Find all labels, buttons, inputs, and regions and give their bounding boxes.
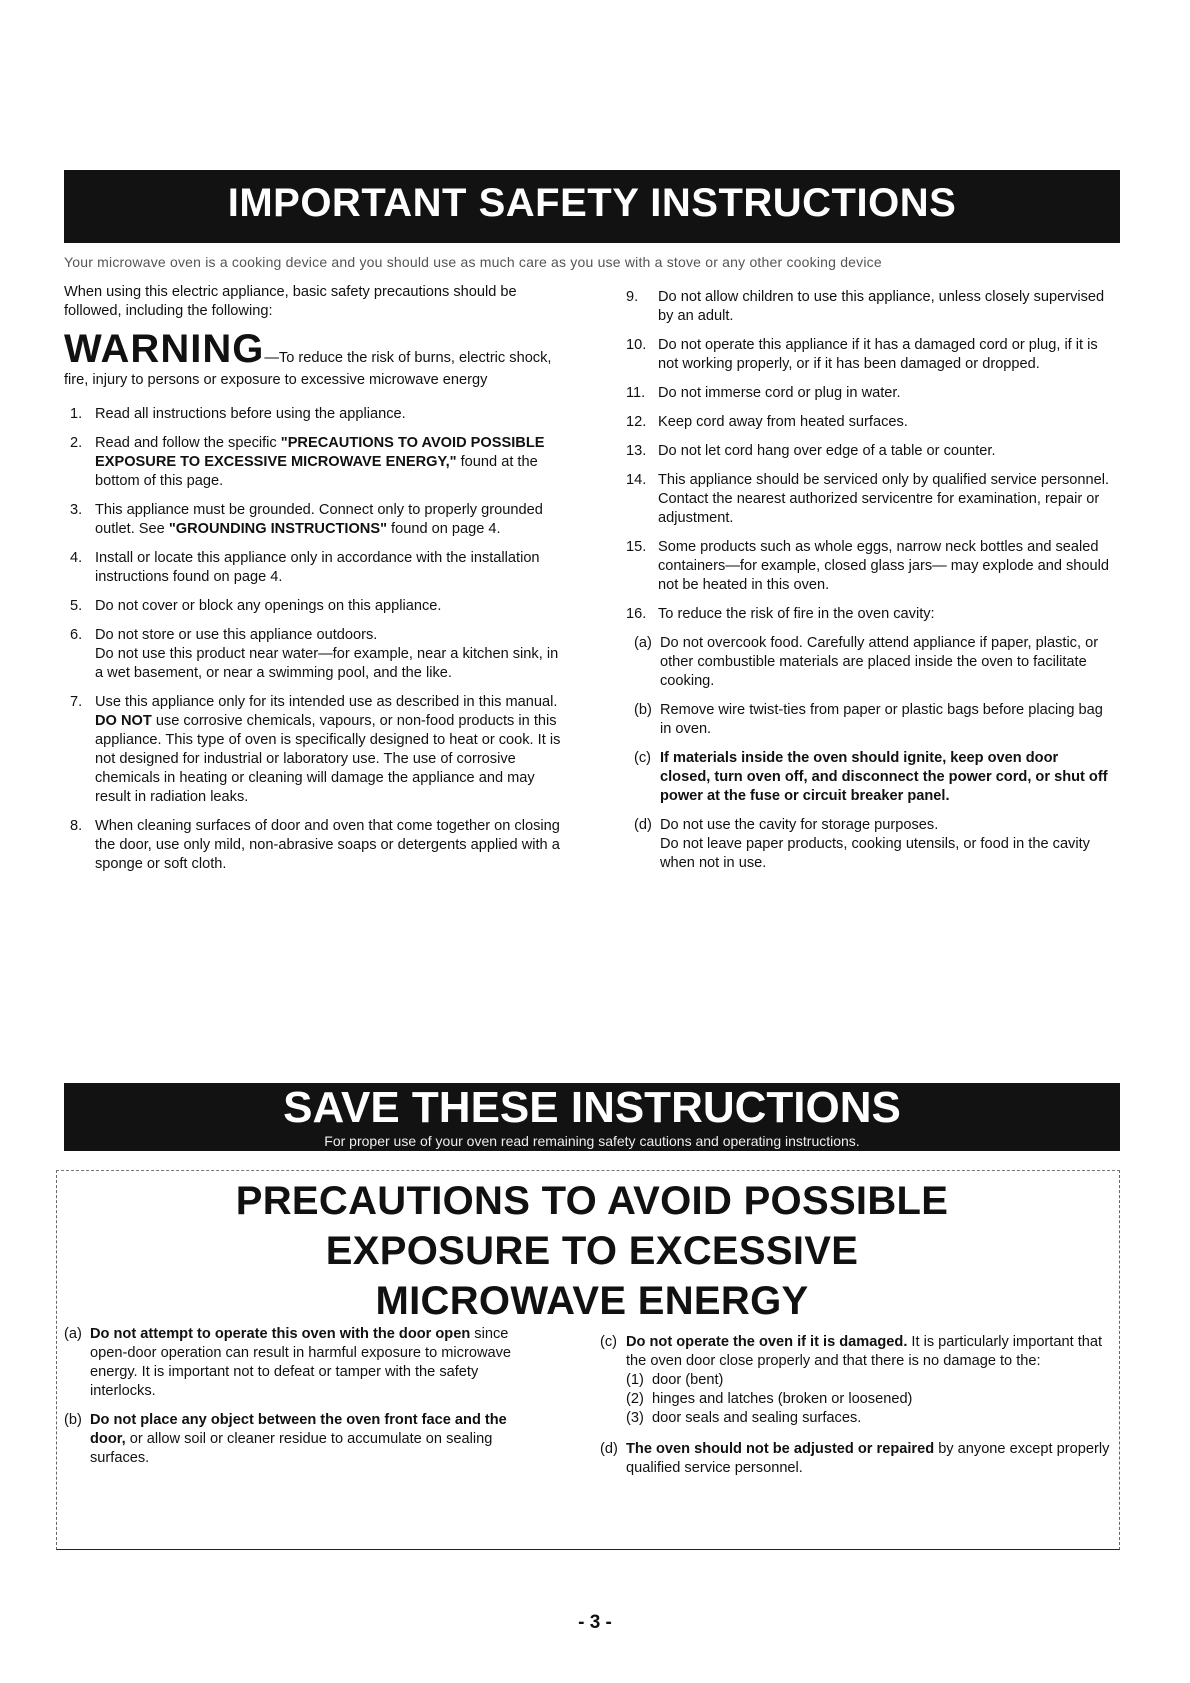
list-item xyxy=(626,538,1112,595)
item-bold-text: DO NOT xyxy=(95,713,152,729)
sublist-number: (3) xyxy=(626,1410,644,1426)
precaution-bold-text: Do not operate the oven if it is damaged. xyxy=(626,1334,908,1350)
item-number: 12. xyxy=(626,414,647,430)
sublist-number: (2) xyxy=(626,1391,644,1407)
sub-item-letter: (c) xyxy=(634,750,652,766)
item-number: 10. xyxy=(626,337,647,353)
list-item xyxy=(626,384,1112,403)
sublist-text: door seals and sealing surfaces. xyxy=(652,1410,862,1426)
item-bold-text: "PRECAUTIONS TO AVOID POSSIBLE EXPOSURE TO EXCESSIVE MICROWAVE ENERGY," xyxy=(95,435,545,470)
precaution-letter: (d) xyxy=(600,1441,618,1457)
sublist-number: (1) xyxy=(626,1372,644,1388)
save-instructions-banner xyxy=(64,1083,1120,1151)
item-number: 14. xyxy=(626,472,647,488)
list-item xyxy=(626,288,1112,326)
item-text: Do not let cord hang over edge of a table or counter. xyxy=(658,443,996,459)
list-item xyxy=(70,501,564,539)
list-item xyxy=(70,693,564,807)
item-number: 1. xyxy=(70,406,83,422)
item-number: 4. xyxy=(70,550,83,566)
item-bold-text: "GROUNDING INSTRUCTIONS" xyxy=(168,521,387,537)
precaution-text: by anyone except properly qualified service personnel. xyxy=(626,1441,1110,1476)
item-text: To reduce the risk of fire in the oven cavity: xyxy=(658,606,935,622)
item-text: Do not immerse cord or plug in water. xyxy=(658,385,901,401)
item-number: 16. xyxy=(626,606,647,622)
left-column xyxy=(64,283,564,884)
precautions-right-column xyxy=(600,1333,1120,1488)
item-number: 11. xyxy=(626,385,646,401)
item-number: 15. xyxy=(626,539,647,555)
precaution-sublist-item xyxy=(600,1409,1120,1428)
item-text: Use this appliance only for its intended use as described in this manual. xyxy=(95,694,558,710)
intro-text: Your microwave oven is a cooking device and you should use as much care as you use with a stove or any other cooking device xyxy=(64,254,882,270)
right-column xyxy=(612,288,1112,883)
warning-paragraph xyxy=(64,329,564,391)
item-text: When cleaning surfaces of door and oven that come together on closing the door, use only mild, non-abrasive soaps or detergents applied with a sponge or soft cloth. xyxy=(95,818,560,872)
precaution-bold-text: The oven should not be adjusted or repaired xyxy=(626,1441,935,1457)
page-number: - 3 - xyxy=(578,1612,612,1633)
list-item xyxy=(70,549,564,587)
sub-item-text: Do not overcook food. Carefully attend appliance if paper, plastic, or other combustible materials are placed inside the oven to facilitate cooking. xyxy=(660,635,1099,689)
warning-word: WARNING xyxy=(64,327,265,371)
precaution-item xyxy=(600,1333,1120,1371)
item-text: Install or locate this appliance only in accordance with the installation instructions found on page 4. xyxy=(95,550,540,585)
list-item xyxy=(626,413,1112,432)
precaution-item xyxy=(64,1411,534,1468)
precaution-text: or allow soil or cleaner residue to accumulate on sealing surfaces. xyxy=(90,1431,493,1466)
item-text: Read and follow the specific xyxy=(95,435,281,451)
safety-header-banner xyxy=(64,170,1120,243)
save-subtitle: For proper use of your oven read remaining safety cautions and operating instructions. xyxy=(324,1133,860,1149)
sub-item-letter: (b) xyxy=(634,702,652,718)
list-item xyxy=(70,434,564,491)
item-text: Some products such as whole eggs, narrow neck bottles and sealed containers—for example, closed glass jars— may explode and should not be heated in this oven. xyxy=(658,539,1110,593)
header-title: IMPORTANT SAFETY INSTRUCTIONS xyxy=(227,181,957,225)
precaution-item xyxy=(600,1440,1120,1478)
item-number: 2. xyxy=(70,435,83,451)
precaution-sublist-item xyxy=(600,1390,1120,1409)
item-text: This appliance must be grounded. Connect only to properly grounded outlet. See xyxy=(95,502,543,537)
sub-item xyxy=(634,634,1112,691)
save-title: SAVE THESE INSTRUCTIONS xyxy=(283,1083,901,1132)
lead-paragraph: When using this electric appliance, basic safety precautions should be followed, including the following: xyxy=(64,284,517,319)
precautions-title xyxy=(64,1176,1120,1326)
item-number: 6. xyxy=(70,627,83,643)
item-text: This appliance should be serviced only by qualified service personnel. Contact the nearest authorized servicentre for examination, repair or adjustment. xyxy=(658,472,1110,526)
sub-item-bold-text: If materials inside the oven should ignite, keep oven door closed, turn oven off, and disconnect the power cord, or shut off power at the fuse or circuit breaker panel. xyxy=(660,750,1108,804)
precaution-sublist-item xyxy=(600,1371,1120,1390)
precautions-title-line: MICROWAVE ENERGY xyxy=(375,1279,809,1323)
list-item xyxy=(70,405,564,424)
item-text: Keep cord away from heated surfaces. xyxy=(658,414,908,430)
sub-item xyxy=(634,816,1112,873)
item-number: 13. xyxy=(626,443,647,459)
item-text: Do not store or use this appliance outdoors. xyxy=(95,627,378,643)
precaution-letter: (b) xyxy=(64,1412,82,1428)
item-number: 7. xyxy=(70,694,83,710)
sub-item xyxy=(634,749,1112,806)
list-item xyxy=(70,817,564,874)
list-item xyxy=(626,336,1112,374)
sub-item-letter: (d) xyxy=(634,817,652,833)
item-text: found at the bottom of this page. xyxy=(95,454,538,489)
item-text: Do not cover or block any openings on this appliance. xyxy=(95,598,442,614)
list-item xyxy=(70,626,564,683)
precaution-bold-text: Do not attempt to operate this oven with the door open xyxy=(90,1326,471,1342)
list-item xyxy=(70,597,564,616)
item-text: Do not operate this appliance if it has a damaged cord or plug, if it is not working properly, or if it has been damaged or dropped. xyxy=(658,337,1098,372)
item-number: 8. xyxy=(70,818,83,834)
precaution-letter: (c) xyxy=(600,1334,618,1350)
item-number: 5. xyxy=(70,598,83,614)
sub-item xyxy=(634,701,1112,739)
item-number: 3. xyxy=(70,502,83,518)
item-text: Read all instructions before using the appliance. xyxy=(95,406,406,422)
sub-item-letter: (a) xyxy=(634,635,652,651)
precautions-left-column xyxy=(64,1325,534,1478)
sub-item-text-continued: Do not leave paper products, cooking utensils, or food in the cavity when not in use. xyxy=(660,836,1090,871)
item-number: 9. xyxy=(626,289,639,305)
precautions-title-line: PRECAUTIONS TO AVOID POSSIBLE xyxy=(235,1179,949,1223)
sublist-text: hinges and latches (broken or loosened) xyxy=(652,1391,913,1407)
item-text-continued: Do not use this product near water—for example, near a kitchen sink, in a wet basement, or near a swimming pool, and the like. xyxy=(95,646,559,681)
item-text: Do not allow children to use this appliance, unless closely supervised by an adult. xyxy=(658,289,1105,324)
precaution-letter: (a) xyxy=(64,1326,82,1342)
list-item xyxy=(626,471,1112,528)
list-item xyxy=(626,605,1112,624)
sub-item-text: Remove wire twist-ties from paper or plastic bags before placing bag in oven. xyxy=(660,702,1103,737)
precaution-text: since open-door operation can result in harmful exposure to microwave energy. It is important not to defeat or tamper with the safety interlocks. xyxy=(90,1326,512,1399)
list-item xyxy=(626,442,1112,461)
precautions-title-line: EXPOSURE TO EXCESSIVE xyxy=(325,1229,859,1273)
precaution-text: It is particularly important that the oven door close properly and that there is no damage to the: xyxy=(626,1334,1103,1369)
sub-item-text: Do not use the cavity for storage purposes. xyxy=(660,817,939,833)
item-text: found on page 4. xyxy=(387,521,501,537)
warning-text: —To reduce the risk of burns, electric shock, fire, injury to persons or exposure to excessive microwave energy xyxy=(64,350,552,388)
precaution-item xyxy=(64,1325,534,1401)
item-text: use corrosive chemicals, vapours, or non-food products in this appliance. This type of oven is specifically designed to heat or cook. It is not designed for industrial or laboratory use. The use of corrosive chemicals in heating or cleaning will damage the appliance and may result in radiation leaks. xyxy=(95,713,561,805)
sublist-text: door (bent) xyxy=(652,1372,724,1388)
precaution-bold-text: Do not place any object between the oven front face and the door, xyxy=(90,1412,507,1447)
